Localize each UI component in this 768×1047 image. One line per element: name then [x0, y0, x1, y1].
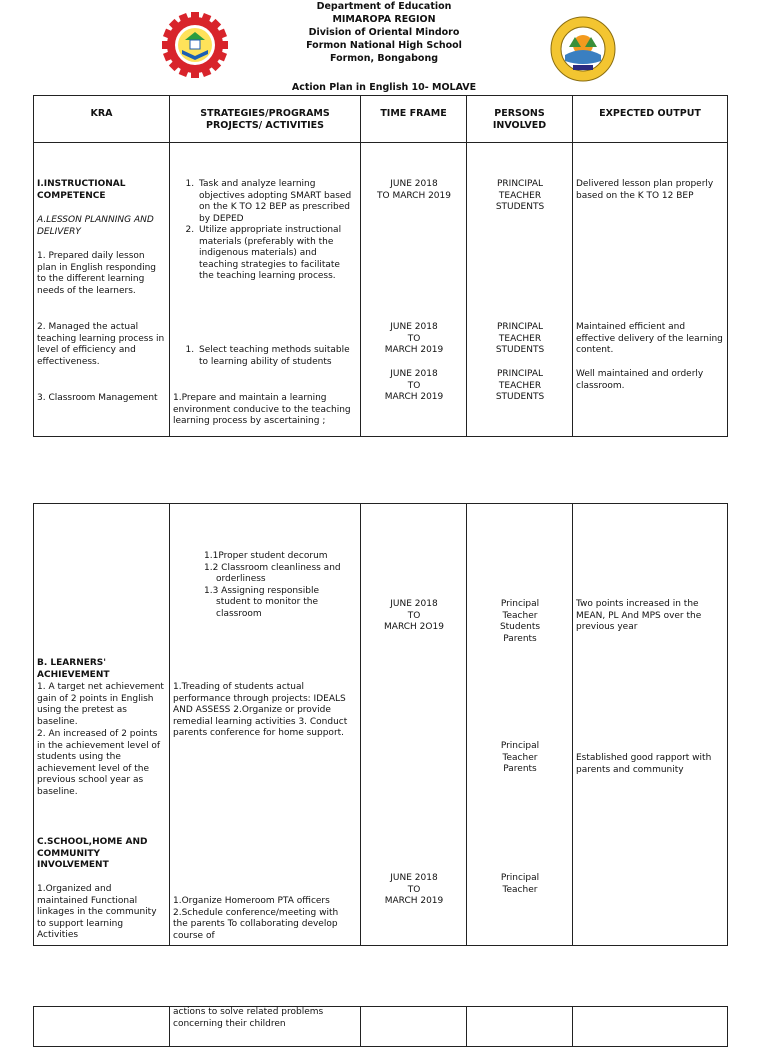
time-frame-end: TO MARCH 2019: [377, 190, 451, 201]
time-frame: [361, 179, 467, 202]
persons-cell: [467, 1007, 573, 1047]
expected-output-cell: [573, 504, 728, 946]
time-frame: [361, 369, 467, 404]
person: Principal: [500, 741, 540, 751]
header-time-frame: TIME FRAME: [361, 96, 467, 143]
kra-item: 1. Prepared daily lesson plan in English responding to the different learning needs of the learners.: [37, 251, 156, 296]
header-line-school: Formon National High School: [306, 40, 462, 51]
list-item: 1. Task and analyze learning objectives adopting SMART based on the K TO 12 BEP as prescribed by DEPED: [197, 179, 357, 225]
strategies-cell: [170, 504, 361, 946]
header-strategies: STRATEGIES/PROGRAMS PROJECTS/ ACTIVITIES: [170, 96, 361, 143]
table-header-row: [34, 96, 728, 143]
persons-cell: [467, 504, 573, 946]
time-frame: [361, 322, 467, 357]
header-line-division: Division of Oriental Mindoro: [308, 27, 460, 38]
kra-cell: [34, 1007, 170, 1047]
time-frame-end: MARCH 2019: [384, 345, 444, 355]
kra-item: 1.Organized and maintained Functional linkages in the community to support learning Activities: [37, 884, 157, 940]
document-header: [0, 0, 768, 65]
header-line-region: MIMAROPA REGION: [332, 14, 436, 25]
person: TEACHER: [498, 190, 542, 201]
strategies-cell: [170, 1007, 361, 1047]
kra-item: 3. Classroom Management: [37, 393, 158, 403]
persons-list: [467, 741, 573, 776]
decorum-list: [204, 551, 354, 620]
table-row: [34, 1007, 728, 1047]
output-text: Delivered lesson plan properly based on the K TO 12 BEP: [576, 179, 714, 201]
action-plan-table-2: [33, 503, 728, 946]
time-frame-to: TO: [407, 884, 421, 895]
output-text: Established good rapport with parents and community: [576, 753, 712, 775]
strategy-list: [173, 179, 357, 283]
strategy-text: 1.Treading of students actual performance through projects: IDEALS AND ASSESS 2.Organize or provide remedial learning activities 3. Conduct parents conference for home support.: [173, 682, 348, 738]
person: Principal: [500, 599, 540, 609]
section-heading: B. LEARNERS' ACHIEVEMENT: [37, 658, 110, 680]
time-frame-start: JUNE 2018: [390, 179, 438, 189]
expected-output-cell: [573, 1007, 728, 1047]
kra-item: 2. An increased of 2 points in the achievement level of students using the achievement level of the previous school year as baseline.: [37, 729, 161, 797]
persons-list: [467, 599, 573, 645]
person: TEACHER: [498, 333, 542, 344]
person: STUDENTS: [495, 392, 545, 402]
persons-cell: [467, 143, 573, 437]
time-frame-to: TO: [407, 333, 421, 344]
action-plan-table-3: [33, 1006, 728, 1047]
person: PRINCIPAL: [496, 179, 544, 189]
time-frame-cell: [361, 143, 467, 437]
kra-cell: [34, 143, 170, 437]
time-frame: [361, 873, 467, 908]
time-frame-to: TO: [407, 610, 421, 621]
kra-item: 1. A target net achievement gain of 2 points in English using the pretest as baseline.: [37, 682, 164, 727]
time-frame: [361, 599, 467, 634]
time-frame-start: JUNE 2018: [390, 599, 438, 609]
persons-list: [467, 873, 573, 896]
person: Teacher: [502, 610, 538, 621]
list-item: 1.2 Classroom cleanliness and orderliness: [204, 562, 341, 584]
output-text: Well maintained and orderly classroom.: [576, 369, 704, 391]
section-heading: I.INSTRUCTIONAL COMPETENCE: [37, 179, 126, 201]
strategy-text: actions to solve related problems concerning their children: [173, 1007, 324, 1029]
action-plan-table-1: [33, 95, 728, 437]
strategy-list: [173, 345, 357, 368]
persons-list: [467, 369, 573, 404]
time-frame-end: MARCH 2O19: [384, 622, 444, 632]
document-title: Action Plan in English 10- MOLAVE: [291, 82, 477, 93]
header-persons: PERSONS INVOLVED: [467, 96, 573, 143]
section-subheading: A.LESSON PLANNING AND DELIVERY: [37, 215, 154, 237]
output-text: Two points increased in the MEAN, PL And MPS over the previous year: [576, 599, 702, 632]
list-item: 1. Select teaching methods suitable to learning ability of students: [197, 345, 357, 368]
section-heading: C.SCHOOL,HOME AND COMMUNITY INVOLVEMENT: [37, 837, 148, 870]
kra-item: 2. Managed the actual teaching learning process in level of efficiency and effectiveness.: [37, 322, 165, 367]
time-frame-end: MARCH 2019: [384, 896, 444, 906]
person: TEACHER: [498, 380, 542, 391]
person: STUDENTS: [495, 202, 545, 212]
table-row: [34, 504, 728, 946]
person: Parents: [503, 633, 537, 644]
person: Principal: [500, 873, 540, 883]
person: Students: [499, 622, 541, 632]
kra-cell: [34, 504, 170, 946]
header-line-department: Department of Education: [316, 1, 452, 12]
list-item: 1.3 Assigning responsible student to monitor the classroom: [204, 585, 319, 619]
strategies-cell: [170, 143, 361, 437]
person: PRINCIPAL: [496, 322, 544, 332]
expected-output-cell: [573, 143, 728, 437]
output-text: Maintained efficient and effective delivery of the learning content.: [576, 322, 723, 355]
time-frame-end: MARCH 2019: [384, 392, 444, 402]
time-frame-start: JUNE 2018: [390, 322, 438, 332]
header-kra: KRA: [34, 96, 170, 143]
persons-list: [467, 322, 573, 357]
division-seal-logo: [549, 15, 617, 83]
time-frame-to: TO: [407, 380, 421, 391]
table-row: [34, 143, 728, 437]
time-frame-start: JUNE 2018: [390, 873, 438, 883]
person: Teacher: [502, 752, 538, 763]
header-expected-output: EXPECTED OUTPUT: [573, 96, 728, 143]
header-line-address: Formon, Bongabong: [329, 53, 439, 64]
persons-list: [467, 179, 573, 214]
time-frame-start: JUNE 2018: [390, 369, 438, 379]
strategy-text: 1.Prepare and maintain a learning environment conducive to the teaching learning process by ascertaining ;: [173, 393, 351, 426]
time-frame-cell: [361, 504, 467, 946]
person: Parents: [503, 764, 537, 774]
list-item: 2. Utilize appropriate instructional materials (preferably with the indigenous materials) and teaching strategies to facilitate the teaching learning process.: [197, 225, 357, 283]
deped-logo: [160, 10, 230, 80]
time-frame-cell: [361, 1007, 467, 1047]
person: Teacher: [502, 884, 538, 895]
strategy-text: 1.Organize Homeroom PTA officers 2.Schedule conference/meeting with the parents To collaborating develop course of: [173, 896, 339, 941]
list-item: 1.1Proper student decorum: [204, 551, 328, 561]
person: STUDENTS: [495, 345, 545, 355]
person: PRINCIPAL: [496, 369, 544, 379]
